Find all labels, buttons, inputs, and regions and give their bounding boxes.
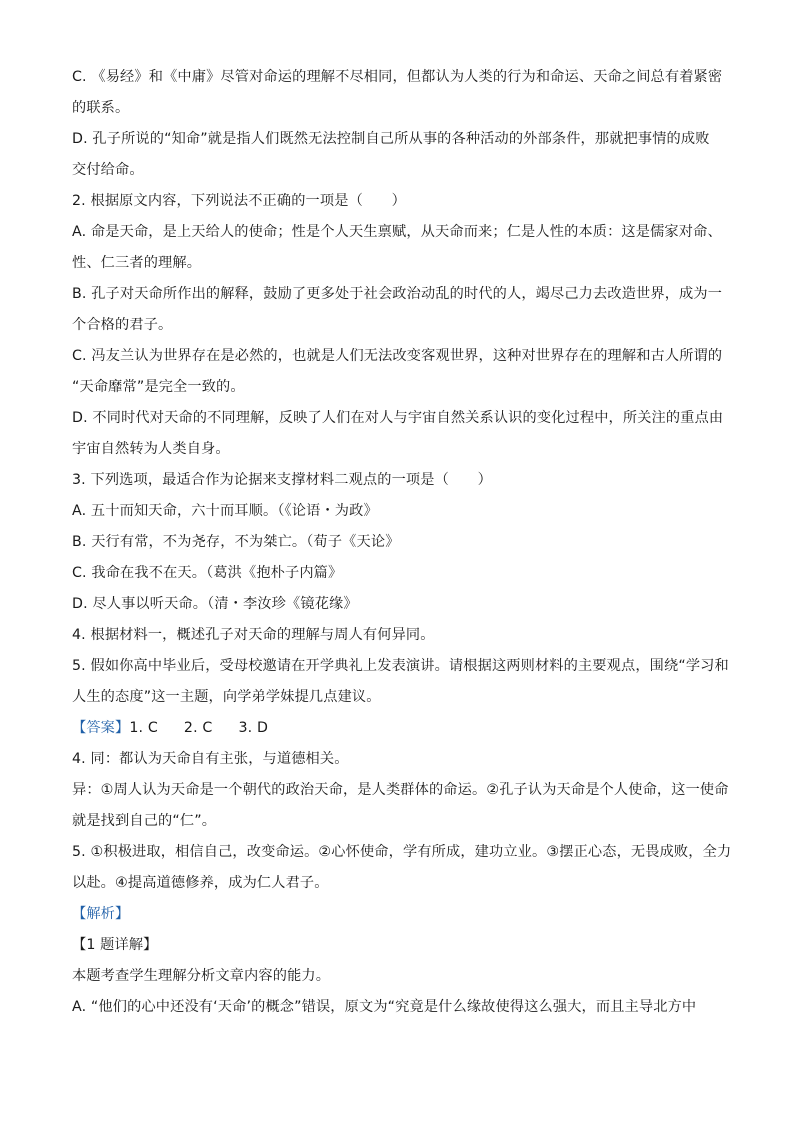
detail-label: 【1 题详解】 — [72, 937, 158, 953]
text-line: 性、仁三者的理解。 — [72, 255, 202, 271]
text-line: 的联系。 — [72, 100, 130, 116]
text-line: 个合格的君子。 — [72, 317, 173, 333]
text-line: A. “他们的心中还没有‘天命’的概念”错误，原文为“究竟是什么缘故使得这么强大，而且主导北方中 — [72, 999, 697, 1015]
answer-value: 1. C — [129, 720, 158, 736]
text-line: 人生的态度”这一主题，向学弟学妹提几点建议。 — [72, 689, 381, 705]
text-line: 本题考查学生理解分析文章内容的能力。 — [72, 968, 331, 984]
option-2a: A. 命是天命，是上天给人的使命；性是个人天生禀赋，从天命而来；仁是人性的本质：这是儒家对命、 — [72, 224, 722, 240]
answer-line — [72, 718, 268, 738]
answer-value: 2. C — [183, 720, 213, 736]
option-3c: C. 我命在我不在天。（葛洪《抱朴子内篇》 — [72, 565, 343, 581]
option-3a: A. 五十而知天命，六十而耳顺。（《论语・为政》 — [72, 503, 378, 519]
option-3d: D. 尽人事以听天命。（清・李汝珍《镜花缘》 — [72, 596, 358, 612]
text-line: C. 《易经》和《中庸》尽管对命运的理解不尽相同，但都认为人类的行为和命运、天命之间总有着紧密 — [72, 69, 723, 85]
answer-4-diff: 异：①周人认为天命是一个朝代的政治天命，是人类群体的命运。②孔子认为天命是个人使命，这一使命 — [72, 782, 729, 798]
question-3: 3. 下列选项，最适合作为论据来支撑材料二观点的一项是（ ） — [72, 472, 492, 488]
answer-4-same: 4. 同：都认为天命自有主张，与道德相关。 — [72, 751, 349, 767]
answer-value: 3. D — [238, 720, 269, 736]
text-line: 以赴。④提高道德修养，成为仁人君子。 — [72, 875, 329, 891]
answer-5: 5. ①积极进取，相信自己，改变命运。②心怀使命，学有所成，建功立业。③摆正心态，无畏成败，全力 — [72, 844, 732, 860]
question-5: 5. 假如你高中毕业后，受母校邀请在开学典礼上发表演讲。请根据这两则材料的主要观点，围绕“学习和 — [72, 658, 729, 674]
text-line: “天命靡常”是完全一致的。 — [72, 379, 245, 395]
text-line: 交付给命。 — [72, 162, 144, 178]
option-2c: C. 冯友兰认为世界存在是必然的，也就是人们无法改变客观世界，这种对世界存在的理解和古人所谓的 — [72, 348, 723, 364]
text-line: 就是找到自己的“仁”。 — [72, 813, 217, 829]
text-line: D. 孔子所说的“知命”就是指人们既然无法控制自己所从事的各种活动的外部条件，那就把事情的成败 — [72, 131, 710, 147]
analysis-label: 【解析】 — [72, 906, 130, 922]
answer-label: 【答案】 — [72, 720, 130, 736]
question-4: 4. 根据材料一，概述孔子对天命的理解与周人有何异同。 — [72, 627, 435, 643]
question-2: 2. 根据原文内容，下列说法不正确的一项是（ ） — [72, 193, 406, 209]
option-3b: B. 天行有常，不为尧存，不为桀亡。（荀子《天论》 — [72, 534, 400, 550]
option-2d: D. 不同时代对天命的不同理解，反映了人们在对人与宇宙自然关系认识的变化过程中，所关注的重点由 — [72, 410, 724, 426]
text-line: 宇宙自然转为人类自身。 — [72, 441, 230, 457]
option-2b: B. 孔子对天命所作出的解释，鼓励了更多处于社会政治动乱的时代的人，竭尽己力去改造世界，成为一 — [72, 286, 723, 302]
